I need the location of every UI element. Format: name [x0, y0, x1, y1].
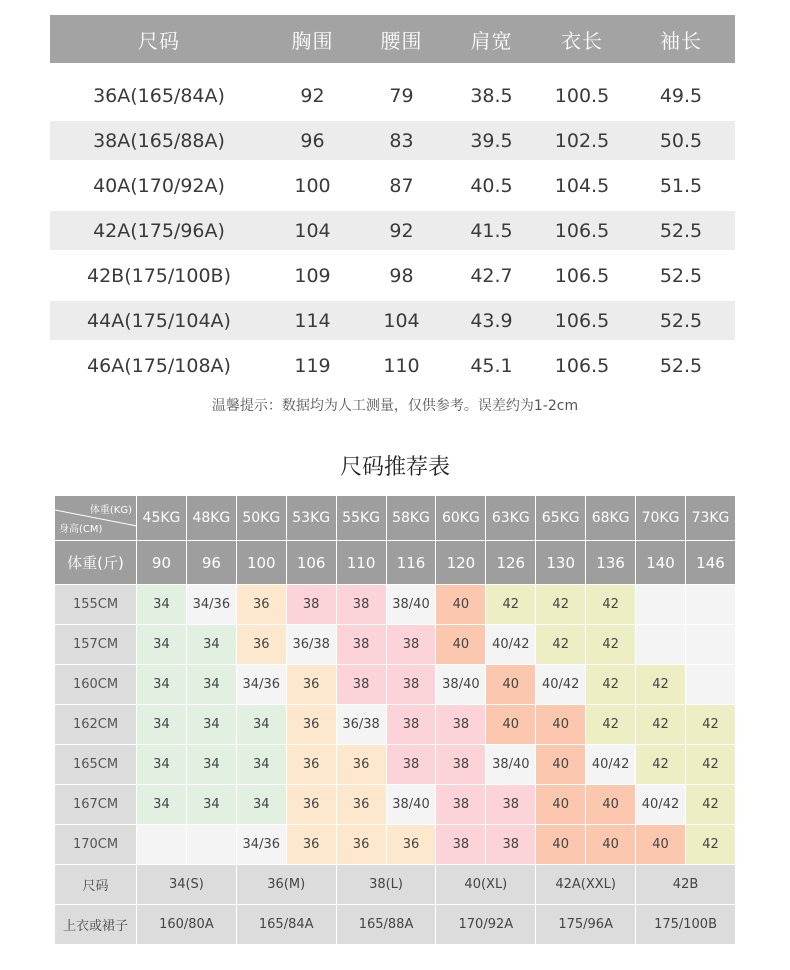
rec-size-cell: 38 [336, 625, 386, 665]
weight-kg-header: 73KG [685, 496, 735, 541]
rec-size-cell: 38 [386, 665, 436, 705]
header-shoulder: 肩宽 [446, 15, 537, 63]
rec-size-cell: 34 [186, 785, 236, 825]
rec-size-cell: 34 [137, 705, 187, 745]
rec-size-cell: 42 [636, 665, 686, 705]
rec-size-cell: 42 [685, 785, 735, 825]
rec-size-cell: 40 [586, 785, 636, 825]
rec-size-cell: 42 [685, 705, 735, 745]
header-length: 衣长 [537, 15, 627, 63]
rec-size-cell: 34/36 [186, 585, 236, 625]
rec-size-cell: 34 [186, 625, 236, 665]
rec-size-cell [685, 585, 735, 625]
rec-size-cell: 36/38 [336, 705, 386, 745]
chest-cell: 109 [268, 253, 357, 298]
rec-size-cell: 36 [236, 585, 286, 625]
rec-size-cell: 34 [186, 665, 236, 705]
table-row [50, 298, 735, 343]
rec-size-cell: 34/36 [236, 825, 286, 865]
rec-size-cell: 42 [685, 745, 735, 785]
table-row [50, 163, 735, 208]
waist-cell: 110 [357, 343, 446, 385]
rec-size-cell: 36 [336, 785, 386, 825]
rec-row [55, 825, 736, 865]
rec-size-cell: 40 [536, 705, 586, 745]
rec-row [55, 705, 736, 745]
length-cell: 106.5 [537, 298, 627, 343]
height-label: 157CM [55, 625, 137, 665]
rec-size-cell: 38 [436, 705, 486, 745]
weight-jin-row [55, 541, 736, 585]
size-code-cell: 42A(XXL) [536, 865, 636, 905]
size-cell: 40A(170/92A) [50, 163, 268, 208]
weight-kg-header: 55KG [336, 496, 386, 541]
shoulder-cell: 43.9 [446, 298, 537, 343]
top-size-cell: 175/100B [636, 905, 736, 945]
sleeve-cell: 52.5 [627, 208, 735, 253]
rec-size-cell: 40 [486, 665, 536, 705]
sleeve-cell: 49.5 [659, 84, 703, 107]
chest-cell: 114 [268, 298, 357, 343]
size-cell: 36A(165/84A) [93, 84, 225, 107]
size-code-row [55, 865, 736, 905]
size-code-cell: 36(M) [236, 865, 336, 905]
rec-size-cell: 40 [486, 705, 536, 745]
rec-size-cell: 34/36 [236, 665, 286, 705]
sleeve-cell: 52.5 [627, 253, 735, 298]
top-size-row [55, 905, 736, 945]
rec-size-cell: 38 [436, 825, 486, 865]
rec-size-cell: 36 [336, 745, 386, 785]
rec-size-cell: 34 [137, 785, 187, 825]
header-sleeve: 袖长 [627, 15, 735, 63]
sleeve-cell: 52.5 [627, 298, 735, 343]
rec-row [55, 625, 736, 665]
rec-size-cell: 42 [586, 665, 636, 705]
recommendation-body [55, 585, 736, 865]
chest-cell: 119 [268, 343, 357, 385]
rec-size-cell: 40/42 [486, 625, 536, 665]
weight-jin-header: 100 [236, 541, 286, 585]
rec-size-cell: 38/40 [486, 745, 536, 785]
rec-size-cell: 34 [186, 705, 236, 745]
rec-size-cell: 42 [586, 585, 636, 625]
rec-size-cell: 42 [586, 705, 636, 745]
rec-size-cell: 36 [286, 745, 336, 785]
length-cell: 106.5 [537, 208, 627, 253]
header-chest: 胸围 [268, 15, 357, 63]
shoulder-cell: 42.7 [446, 253, 537, 298]
corner-weight-label: 体重(KG) [89, 505, 132, 516]
rec-size-cell: 38 [386, 745, 436, 785]
rec-size-cell: 40/42 [586, 745, 636, 785]
weight-jin-header: 130 [536, 541, 586, 585]
rec-size-cell: 40 [536, 825, 586, 865]
rec-size-cell: 38/40 [436, 665, 486, 705]
recommendation-title: 尺码推荐表 [339, 455, 450, 480]
weight-kg-header: 45KG [137, 496, 187, 541]
size-cell: 42B(175/100B) [50, 253, 268, 298]
recommendation-table [54, 495, 736, 945]
rec-size-cell: 42 [636, 705, 686, 745]
rec-size-cell: 38 [336, 585, 386, 625]
size-code-cell: 42B [636, 865, 736, 905]
height-label: 167CM [55, 785, 137, 825]
weight-kg-header: 53KG [286, 496, 336, 541]
measurement-note: 温馨提示：数据均为人工测量，仅供参考。误差约为1-2cm [211, 398, 579, 414]
top-size-cell: 165/84A [236, 905, 336, 945]
waist-cell: 104 [357, 298, 446, 343]
rec-row [55, 785, 736, 825]
rec-size-cell: 38 [486, 825, 536, 865]
weight-jin-header: 126 [486, 541, 536, 585]
weight-kg-header: 63KG [486, 496, 536, 541]
size-table [50, 15, 735, 385]
chest-cell: 92 [300, 84, 325, 107]
table-row [50, 118, 735, 163]
rec-size-cell: 38/40 [386, 585, 436, 625]
sleeve-cell: 50.5 [627, 118, 735, 163]
waist-cell: 98 [357, 253, 446, 298]
rec-size-cell: 36 [286, 825, 336, 865]
weight-jin-header: 106 [286, 541, 336, 585]
table-row [50, 208, 735, 253]
rec-size-cell: 34 [137, 665, 187, 705]
weight-kg-header: 70KG [636, 496, 686, 541]
rec-size-cell: 40 [536, 745, 586, 785]
size-cell: 46A(175/108A) [50, 343, 268, 385]
weight-jin-header: 110 [336, 541, 386, 585]
rec-size-cell: 42 [685, 825, 735, 865]
top-size-cell: 160/80A [137, 905, 237, 945]
waist-cell: 83 [357, 118, 446, 163]
sleeve-cell: 52.5 [627, 343, 735, 385]
height-label: 155CM [55, 585, 137, 625]
rec-size-cell: 40 [636, 825, 686, 865]
weight-jin-header: 146 [685, 541, 735, 585]
rec-size-cell [685, 625, 735, 665]
rec-size-cell: 38 [286, 585, 336, 625]
rec-size-cell: 36 [236, 625, 286, 665]
rec-size-cell: 40/42 [636, 785, 686, 825]
rec-size-cell: 40 [536, 785, 586, 825]
rec-size-cell: 34 [137, 585, 187, 625]
rec-size-cell: 36 [286, 785, 336, 825]
chest-cell: 104 [268, 208, 357, 253]
length-cell: 102.5 [537, 118, 627, 163]
length-cell: 106.5 [537, 343, 627, 385]
weight-jin-header: 96 [186, 541, 236, 585]
rec-size-cell: 42 [536, 625, 586, 665]
top-size-label: 上衣或裙子 [55, 905, 137, 945]
size-cell: 42A(175/96A) [50, 208, 268, 253]
rec-size-cell: 38 [436, 785, 486, 825]
weight-jin-header: 90 [137, 541, 187, 585]
weight-kg-header: 58KG [386, 496, 436, 541]
height-label: 165CM [55, 745, 137, 785]
corner-height-label: 身高(CM) [59, 524, 103, 535]
rec-size-cell: 38 [386, 625, 436, 665]
length-cell: 106.5 [537, 253, 627, 298]
header-waist: 腰围 [357, 15, 446, 63]
rec-row [55, 585, 736, 625]
rec-row [55, 745, 736, 785]
rec-size-cell: 34 [236, 785, 286, 825]
weight-jin-header: 136 [586, 541, 636, 585]
size-code-cell: 34(S) [137, 865, 237, 905]
rec-size-cell: 40 [436, 625, 486, 665]
rec-row [55, 665, 736, 705]
rec-size-cell: 36 [386, 825, 436, 865]
sleeve-cell: 51.5 [627, 163, 735, 208]
chest-cell: 96 [268, 118, 357, 163]
weight-kg-header: 48KG [186, 496, 236, 541]
rec-size-cell: 38 [436, 745, 486, 785]
weight-jin-label: 体重(斤) [55, 541, 137, 585]
table-row [50, 76, 735, 118]
shoulder-cell: 45.1 [446, 343, 537, 385]
rec-size-cell: 36 [336, 825, 386, 865]
weight-kg-header: 65KG [536, 496, 586, 541]
rec-size-cell: 34 [186, 745, 236, 785]
rec-size-cell: 34 [137, 625, 187, 665]
rec-size-cell: 40 [586, 825, 636, 865]
top-size-cell: 175/96A [536, 905, 636, 945]
rec-size-cell: 36 [286, 705, 336, 745]
size-cell: 44A(175/104A) [50, 298, 268, 343]
rec-size-cell: 34 [137, 745, 187, 785]
rec-size-cell: 36/38 [286, 625, 336, 665]
rec-size-cell: 34 [236, 745, 286, 785]
weight-jin-header: 116 [386, 541, 436, 585]
shoulder-cell: 39.5 [446, 118, 537, 163]
rec-size-cell [186, 825, 236, 865]
weight-kg-row [55, 496, 736, 541]
rec-size-cell: 38 [486, 785, 536, 825]
weight-jin-header: 120 [436, 541, 486, 585]
shoulder-cell: 38.5 [470, 84, 513, 107]
waist-cell: 87 [357, 163, 446, 208]
shoulder-cell: 40.5 [446, 163, 537, 208]
top-size-cell: 170/92A [436, 905, 536, 945]
waist-cell: 79 [389, 84, 414, 107]
rec-size-cell: 40/42 [536, 665, 586, 705]
weight-kg-header: 68KG [586, 496, 636, 541]
rec-size-cell: 36 [286, 665, 336, 705]
height-label: 170CM [55, 825, 137, 865]
length-cell: 100.5 [554, 84, 610, 107]
waist-cell: 92 [357, 208, 446, 253]
corner-header [55, 496, 137, 541]
size-code-label: 尺码 [55, 865, 137, 905]
length-cell: 104.5 [537, 163, 627, 208]
rec-size-cell [636, 585, 686, 625]
size-table-header [50, 15, 735, 63]
rec-size-cell: 38 [336, 665, 386, 705]
height-label: 162CM [55, 705, 137, 745]
size-cell: 38A(165/88A) [50, 118, 268, 163]
rec-size-cell: 34 [236, 705, 286, 745]
rec-size-cell [137, 825, 187, 865]
weight-kg-header: 50KG [236, 496, 286, 541]
header-size: 尺码 [50, 15, 268, 63]
rec-size-cell: 42 [536, 585, 586, 625]
rec-size-cell: 38/40 [386, 785, 436, 825]
size-code-cell: 40(XL) [436, 865, 536, 905]
weight-kg-header: 60KG [436, 496, 486, 541]
chest-cell: 100 [268, 163, 357, 208]
rec-size-cell: 40 [436, 585, 486, 625]
rec-size-cell: 42 [636, 745, 686, 785]
rec-size-cell [636, 625, 686, 665]
table-row [50, 343, 735, 385]
height-label: 160CM [55, 665, 137, 705]
rec-size-cell [685, 665, 735, 705]
rec-size-cell: 42 [486, 585, 536, 625]
rec-size-cell: 42 [586, 625, 636, 665]
top-size-cell: 165/88A [336, 905, 436, 945]
table-row [50, 253, 735, 298]
weight-jin-header: 140 [636, 541, 686, 585]
shoulder-cell: 41.5 [446, 208, 537, 253]
size-code-cell: 38(L) [336, 865, 436, 905]
rec-size-cell: 38 [386, 705, 436, 745]
